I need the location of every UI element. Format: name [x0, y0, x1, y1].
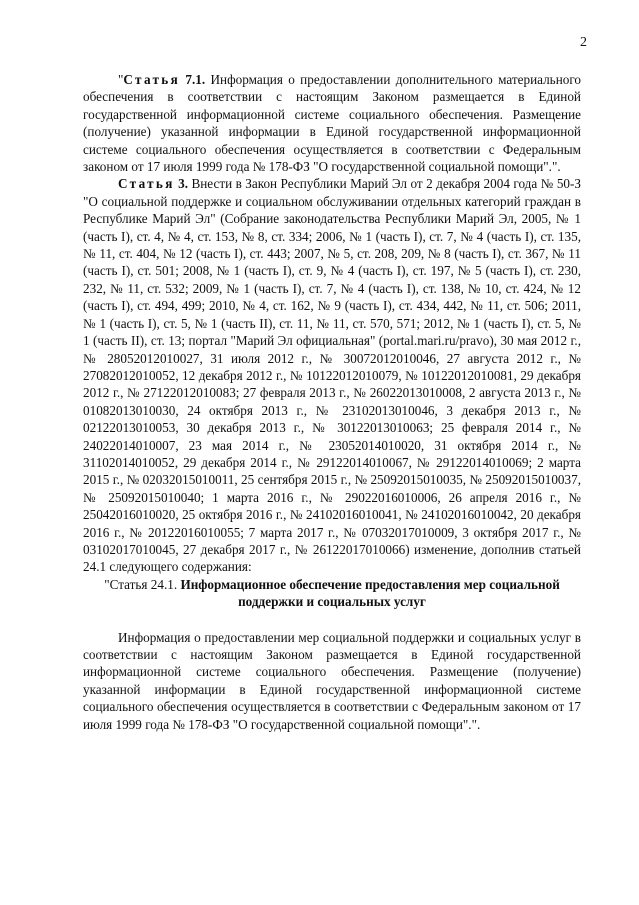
page-number: 2 [580, 35, 587, 50]
article-24-1-paragraph: Информация о предоставлении мер социальной поддержки и социальных услуг в соответствии с настоящим Законом размещается в Единой государственной информационной системе социального обеспечения. Размещение (получение) указанной информации в Единой государственной информационной системе социального обеспечения осуществляется в соответствии с Федеральным законом от 17 июля 1999 года № 178-ФЗ "О государственной социальной помощи".". [83, 629, 581, 732]
article-3-text: Внести в Закон Республики Марий Эл от 2 декабря 2004 года № 50-З "О социальной поддержке и социальном обслуживании отдельных категорий граждан в Республике Марий Эл" (Собрание законодательства Республики Марий Эл, 2005, № 1 (часть I), ст. 4, № 4, ст. 153, № 8, ст. 334; 2006, № 1 (часть I), ст. 7, № 4 (часть I), ст. 135, № 11, ст. 404, № 12 (часть I), ст. 443; 2007, № 5, ст. 208, 209, № 8 (часть I), ст. 367, № 11 (часть I), ст. 501; 2008, № 1 (часть I), ст. 9, № 4 (часть I), ст. 197, № 5 (часть I), ст. 230, 232, № 11, ст. 532; 2009, № 1 (часть I), ст. 7, № 4 (часть I), ст. 138, № 10, ст. 424, № 12 (часть I), ст. 494, 499; 2010, № 4, ст. 162, № 9 (часть I), ст. 434, 442, № 11, ст. 506; 2011, № 1 (часть I), ст. 5, № 1 (часть II), ст. 11, № 11, ст. 570, 571; 2012, № 1 (часть I), ст. 5, № 1 (часть II), ст. 13; портал "Марий Эл официальная" (portal.mari.ru/pravo), 30 мая 2012 г., № 28052012010027, 31 июля 2012 г., № 30072012010046, 27 августа 2012 г., № 27082012010052, 12 декабря 2012 г., № 10122012010079, № 10122012010081, 29 декабря 2012 г., № 27122012010083; 27 февраля 2013 г., № 26022013010008, 2 августа 2013 г., № 01082013010030, 24 октября 2013 г., № 23102013010046, 3 декабря 2013 г., № 02122013010053, 30 декабря 2013 г., № 30122013010063; 25 февраля 2014 г., № 24022014010007, 23 мая 2014 г., № 23052014010020, 31 октября 2014 г., № 31102014010052, 29 декабря 2014 г., № 29122014010067, № 29122014010069; 2 марта 2015 г., № 02032015010011, 25 сентября 2015 г., № 25092015010035, № 25092015010037, № 25092015010040; 1 марта 2016 г., № 29022016010006, 26 апреля 2016 г., № 25042016010020, 25 октября 2016 г., № 24102016010041, № 24102016010042, 20 декабря 2016 г., № 20122016010055; 7 марта 2017 г., № 07032017010009, 3 октября 2017 г., № 03102017010045, 27 декабря 2017 г., № 26122017010066) изменение, дополнив статьей 24.1 следующего содержания: [83, 176, 582, 575]
article-24-1-title [83, 576, 581, 611]
article-7-1-paragraph [83, 71, 581, 175]
article-7-1-text: Информация о предоставлении дополнительного материального обеспечения в соответствии с настоящим Законом размещается в Единой государственной информационной системе социального обеспечения. Размещение (получение) указанной информации в Единой государственной информационной системе социального обеспечения осуществляется в соответствии с Федеральным законом от 17 июля 1999 года № 178-ФЗ "О государственной социальной помощи".". [83, 72, 582, 175]
article-24-1-prefix: "Статья 24.1. [104, 576, 178, 592]
document-body [83, 71, 581, 733]
spacer [83, 611, 581, 629]
article-7-1-open-quote: " [118, 72, 124, 87]
article-3-paragraph [83, 175, 581, 575]
article-7-1-heading: Статья [123, 72, 181, 87]
article-3-heading: Статья [118, 176, 175, 192]
article-7-1-number: 7.1. [185, 72, 206, 87]
article-24-1-title-text: Информационное обеспечение предоставления мер социальной поддержки и социальных услуг [180, 576, 560, 610]
article-3-number: 3. [178, 176, 188, 192]
